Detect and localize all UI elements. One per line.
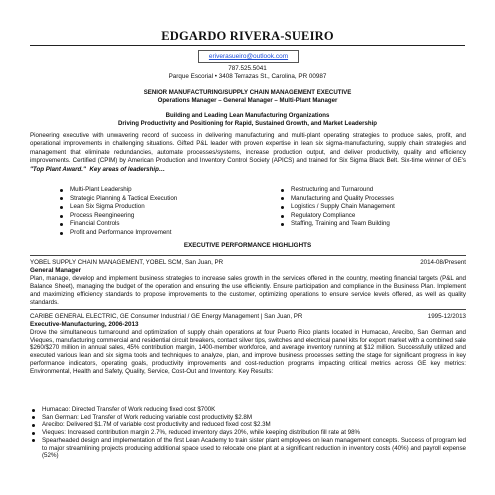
skill-item: Manufacturing and Quality Processes [281,195,395,204]
skill-item: Logistics / Supply Chain Management [281,203,395,212]
email-link[interactable]: eriverasueiro@outlook.com [198,50,299,63]
key-results-list [30,406,466,460]
job-title: General Manager [30,267,82,274]
candidate-name: EDGARDO RIVERA-SUEIRO [161,29,334,43]
section-rule [30,255,466,256]
skill-item: Lean Six Sigma Production [60,203,177,212]
skill-item: Profit and Performance Improvement [60,229,177,238]
result-item: San German: Led Transfer of Work reducing variable cost productivity $2.8M [30,414,466,422]
skill-item: Staffing, Training and Team Building [281,220,395,229]
job-header [30,259,466,268]
result-item: Spearheaded design and implementation of the first Lean Academy to train sister plant employees on lean management concepts. Success of program led to major streamlining projects producing additional space used to relocate one plant at a significant reduction in inventory costs (40%) and payroll expense (52%) [30,437,466,460]
headline-value: Driving Productivity and Positioning for Rapid, Sustained Growth, and Market Leadership [117,120,377,127]
summary-paragraph [30,132,466,174]
award-text: "Top Plant Award." [30,165,86,173]
address: Parque Escorial • 3408 Terrazas St., Carolina, PR 00987 [168,73,327,80]
company-name: CARIBE GENERAL ELECTRIC, GE Consumer Industrial / GE Energy Management | San Juan, PR [30,313,303,320]
job-description: Drove the simultaneous turnaround and optimization of supply chain operations at four Puerto Rico plants located in Humacao, Arecibo, San German and Vieques, manufacturing commercial and residential circuit breakers, contact silver tips, switches and electrical panel kits for export market with a combined sale $260/$270 million in annual sales, 45% contribution margin, 1400-member workforce, and average inventory running at $12 million. Successfully utilized and executed various lean and six sigma tools and techniques to analyze, plan, and improve business processes setting the stage for significant progress in key performance indicators, operating goals, productivity improvements and cost-reduction programs impacting critical metrics across GE key metrics: Environmental, Health and Safety, Quality, Service, Cost-Out and Inventory. Key Results: [30,329,466,375]
job-dates: 1995-12/2013 [427,313,466,320]
skill-item: Regulatory Compliance [281,212,395,221]
headline-focus: Building and Leading Lean Manufacturing Organizations [165,112,330,119]
key-areas-label: Key areas of leadership… [89,165,166,173]
headline-title: SENIOR MANUFACTURING/SUPPLY CHAIN MANAGEMENT EXECUTIVE [143,89,352,96]
skill-item: Multi-Plant Leadership [60,186,177,195]
result-item: Vieques: Increased contribution margin 2.7%, reduced inventory days 20%, while keeping distribution fill rate at 98% [30,429,466,437]
job-dates: 2014-08/Present [420,259,466,266]
job-title: Executive-Manufacturing, 2006-2013 [30,321,139,328]
header-rule [30,45,465,46]
skill-item: Restructuring and Turnaround [281,186,395,195]
job-description: Plan, manage, develop and implement business strategies to increase sales growth in the services offered in the country, meeting financial targets (P&L and Balance Sheet), managing the budget of the operation and ensuring the use efficiently. Ensure participation and compliance in the Business Plan. Implement and maximizing efficiency standards to propose improvements to the customer, optimizing operations to ensure service levels offered, as well as quality standards. [30,275,466,306]
section-title: EXECUTIVE PERFORMANCE HIGHLIGHTS [183,242,312,249]
phone-number: 787.525.5041 [228,65,267,72]
result-item: Humacao: Directed Transfer of Work reducing fixed cost $700K [30,406,466,414]
skills-right-list [281,186,395,229]
skills-left-list [60,186,177,238]
summary-text: Pioneering executive with unwavering record of success in delivering manufacturing and multi-plant operating strategies to produce sales, profit, and operational improvements in challenging situations. Gifted P&L leader with proven expertise in lean six sigma-manufacturing, supply chain strategies and management that eliminate redundancies, automate processes/systems, increase production output, and deliver productivity, quality and efficiency improvements. Certified (CPIM) by American Production and Inventory Control Society (APICS) and trained for Six Sigma Black Belt. Six-time winner of GE's [30,132,466,165]
skill-item: Financial Controls [60,220,177,229]
job-rule [30,309,466,310]
skill-item: Process Reengineering [60,212,177,221]
headline-roles: Operations Manager – General Manager – Multi-Plant Manager [157,97,338,104]
result-item: Arecibo: Delivered $1.7M of variable cost productivity and reduced fixed cost $2.3M [30,421,466,429]
company-name: YOBEL SUPPLY CHAIN MANAGEMENT, YOBEL SCM, San Juan, PR [30,259,224,266]
skill-item: Strategic Planning & Tactical Execution [60,195,177,204]
